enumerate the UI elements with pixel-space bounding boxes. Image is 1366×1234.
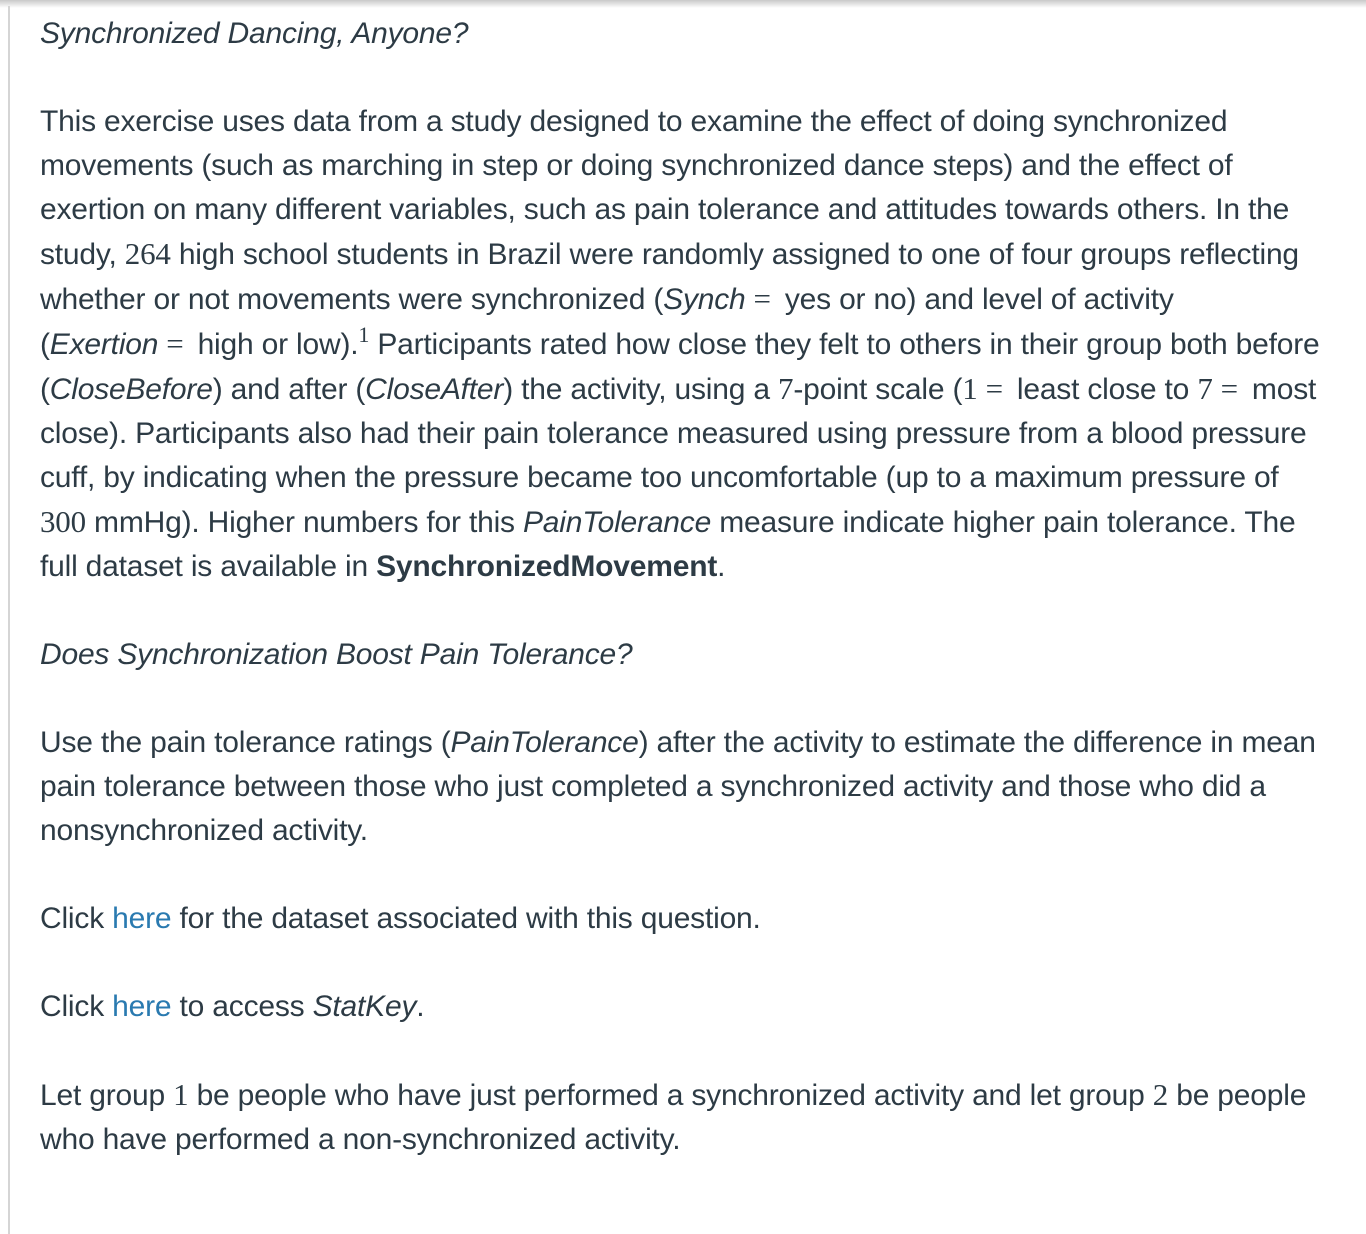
intro-text-13: . [717,550,726,583]
student-count: 264 [124,236,171,271]
dataset-link[interactable]: here [112,902,172,935]
intro-text-8: -point scale ( [793,373,963,406]
intro-text-5: Participants rated how close they felt to others in their group both before ( [40,328,1320,406]
closebefore-variable: CloseBefore [49,373,213,406]
task-text-1: Use the pain tolerance ratings ( [40,726,451,759]
top-shadow [0,0,1366,8]
paintolerance-variable: PainTolerance [522,506,712,539]
closeafter-variable: CloseAfter [365,373,504,406]
question-title: Synchronized Dancing, Anyone? [40,17,469,50]
statkey-link[interactable]: here [112,990,172,1023]
dataset-name: SynchronizedMovement [376,550,718,583]
dataset-prefix: Click [40,902,104,935]
intro-text-9: least close to [1016,373,1190,406]
intro-text-11: mmHg). Higher numbers for this [94,506,515,539]
intro-text-7: ) the activity, using a [503,373,770,406]
max-pressure-value: 300 [40,504,86,539]
scale-points: 7 [778,371,794,406]
intro-text-6: ) and after ( [212,373,366,406]
intro-text-1: This exercise uses data from a study designed to examine the effect of doing synchronized movements (such as marching in step or doing synchronized dance steps) and the effect of exertion on many different variables, such as pain tolerance and attitudes towards others. In the study, [40,105,1290,271]
group-2-number: 2 [1152,1077,1169,1112]
equals-sign: = [1220,371,1238,406]
group-1-number: 1 [173,1077,189,1112]
scale-high-value: 7 [1197,371,1213,406]
intro-text-3: yes or no) and level of activity ( [40,283,1174,361]
task-variable: PainTolerance [450,726,639,759]
groups-text-1: Let group [40,1079,165,1112]
synch-variable: Synch [663,283,746,316]
exertion-variable: Exertion [49,328,159,361]
statkey-name: StatKey [312,990,417,1023]
equals-sign: = [753,281,771,316]
statkey-prefix: Click [40,990,104,1023]
question-content [40,12,1330,1206]
task-paragraph [40,721,1330,853]
intro-text-10: most close). Participants also had their pain tolerance measured using pressure from a blood pressure cuff, by indicating when the pressure became too uncomfortable (up to a maximum pressure of [40,373,1317,494]
intro-text-4: high or low). [197,328,359,361]
statkey-middle: to access [179,990,305,1023]
left-border [8,6,10,1234]
intro-text-12: measure indicate higher pain tolerance. The full dataset is available in [40,506,1296,583]
dataset-link-paragraph [40,897,1330,941]
equals-sign: = [166,326,184,361]
groups-text-2: be people who have just performed a synchronized activity and let group [196,1079,1145,1112]
question-subheading: Does Synchronization Boost Pain Tolerance? [40,638,633,671]
groups-text-3: be people who have performed a non-synchronized activity. [40,1079,1307,1156]
equals-sign: = [985,371,1003,406]
scale-low-value: 1 [962,371,978,406]
dataset-suffix: for the dataset associated with this question. [179,902,761,935]
intro-paragraph [40,100,1330,589]
intro-text-2: high school students in Brazil were randomly assigned to one of four groups reflecting whether or not movements were synchronized ( [40,238,1299,316]
statkey-link-paragraph [40,985,1330,1029]
groups-paragraph [40,1073,1330,1162]
task-text-2: ) after the activity to estimate the difference in mean pain tolerance between those who just completed a synchronized activity and those who did a nonsynchronized activity. [40,726,1316,847]
footnote-marker: 1 [358,322,370,347]
statkey-end: . [416,990,425,1023]
